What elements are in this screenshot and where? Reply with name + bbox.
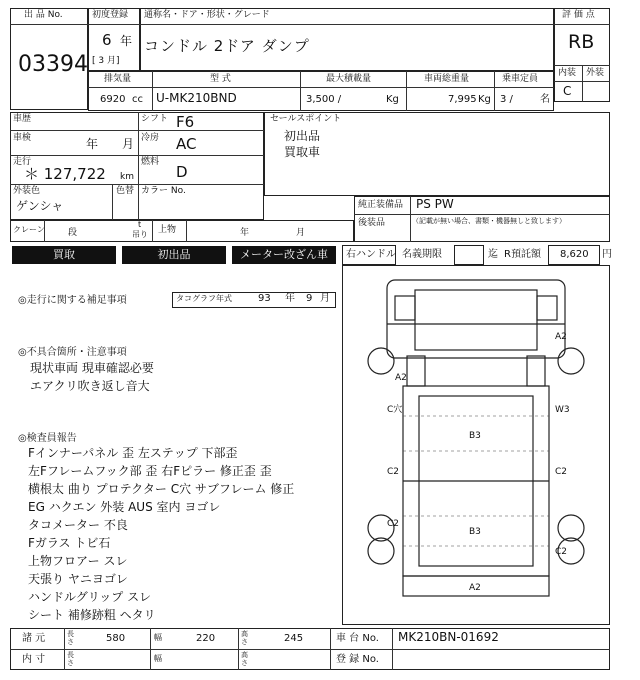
length-label: 長さ (67, 630, 74, 647)
body-label: 上物 (158, 225, 177, 235)
truck-diagram-svg (343, 266, 609, 624)
right-step (527, 356, 545, 386)
reg-no-label: 登 録 No. (336, 654, 379, 665)
mark-a2-front-right: A2 (555, 332, 567, 342)
model-label: 型 式 (210, 74, 231, 84)
divider (186, 220, 187, 242)
divider (554, 81, 610, 82)
gross-value: 7,995 (448, 94, 477, 105)
divider (152, 220, 153, 242)
divider (152, 71, 153, 111)
color-no-label: カラー No. (141, 186, 186, 196)
chassis-label: 車 台 No. (336, 633, 379, 644)
sales-point-2: 買取車 (284, 145, 321, 159)
crane-label: クレーン (13, 225, 45, 234)
recycle-label: R預託額 (504, 249, 541, 260)
color-change-label: 色替 (116, 186, 135, 196)
divider (354, 214, 610, 215)
divider (330, 628, 331, 670)
equipment-value: PS PW (416, 197, 454, 211)
chassis-value: MK210BN-01692 (398, 630, 499, 644)
height-label: 高さ (241, 630, 248, 647)
crane-lift: 吊り (132, 230, 148, 239)
divider (10, 24, 88, 25)
crane-unit: 段 (68, 228, 78, 238)
seats-value: 3 / (500, 94, 513, 105)
length-value: 580 (106, 633, 126, 644)
divider (410, 196, 411, 242)
left-step (407, 356, 425, 386)
mark-a2-rear: A2 (469, 583, 481, 593)
score: RB (568, 31, 595, 53)
mark-c2-left: C2 (387, 467, 400, 477)
report-5: タコメーター 不良 (28, 518, 128, 532)
mark-w3: W3 (555, 405, 570, 415)
reg-year-unit: 年 (120, 34, 133, 48)
meter-tampered-badge: メーター改ざん車 (232, 246, 336, 264)
interior-dims-label: 内 寸 (22, 654, 46, 665)
mark-b3-front: B3 (469, 431, 481, 441)
wheel-front-right (558, 348, 584, 374)
fuel-value: D (176, 163, 188, 181)
cab-outline (387, 280, 565, 358)
tacho-year-unit: 年 (285, 293, 295, 304)
divider (582, 65, 583, 102)
wheel-rear-right (558, 515, 584, 541)
body-month-unit: 月 (296, 228, 306, 238)
displacement-value: 6920 (100, 94, 126, 105)
mark-c-hole: C穴 (387, 405, 403, 415)
sales-point-1: 初出品 (284, 129, 321, 143)
mark-a2-left: A2 (395, 373, 407, 383)
width-label: 幅 (154, 633, 162, 642)
interior-label: 内装 (558, 68, 577, 78)
seats-unit: 名 (540, 94, 550, 105)
tacho-month-unit: 月 (320, 293, 330, 304)
crane-t: t (138, 220, 142, 229)
wheel-front-left (368, 348, 394, 374)
length-label-2: 長さ (67, 651, 74, 668)
divider (150, 628, 151, 670)
report-3: 横根太 曲り プロテクター C穴 サブフレーム 修正 (28, 482, 295, 496)
mark-c2-rear-right: C2 (555, 547, 568, 557)
owner-mark: 迄 (488, 249, 498, 260)
report-9: ハンドルグリップ スレ (28, 590, 152, 604)
mark-b3-rear: B3 (469, 527, 481, 537)
divider (88, 87, 554, 88)
width-value: 220 (196, 633, 216, 644)
mileage-label: 走行 (13, 157, 32, 167)
capacity-label: 最大積載量 (326, 74, 372, 84)
wheel-rear-left-2 (368, 538, 394, 564)
right-hand-label: 右ハンドル (346, 249, 396, 260)
right-mirror (537, 296, 557, 320)
divider (554, 24, 610, 25)
reg-year: 6 (102, 31, 112, 49)
ac-value: AC (176, 135, 197, 153)
divider (112, 184, 113, 220)
divider (64, 628, 65, 670)
lot-number: 03394 (18, 52, 88, 77)
divider (88, 24, 140, 25)
divider (494, 71, 495, 111)
height-label-2: 高さ (241, 651, 248, 668)
reg-label: 初度登録 (92, 10, 129, 20)
inspector-title: ◎検査員報告 (18, 433, 77, 444)
tacho-month: 9 (306, 293, 313, 304)
dims-label: 諸 元 (22, 633, 46, 644)
mark-c2-rear-left: C2 (387, 519, 400, 529)
gross-label: 車両総重量 (424, 74, 470, 84)
shift-label: シフト (141, 114, 169, 124)
mileage-unit: km (120, 172, 134, 182)
shift-value: F6 (176, 113, 195, 131)
divider (406, 71, 407, 111)
travel-title: ◎走行に関する補足事項 (18, 295, 127, 306)
left-mirror (395, 296, 415, 320)
lot-label: 出 品 No. (24, 10, 63, 20)
gross-unit: Kg (478, 94, 491, 105)
divider (300, 71, 301, 111)
report-2: 左Fフレームフック部 歪 右Fピラー 修正歪 歪 (28, 464, 272, 478)
name-label: 通称名・ドア・形状・グレード (144, 10, 270, 20)
divider (10, 649, 610, 650)
model-value: U-MK210BND (156, 91, 237, 105)
sales-label: セールスポイント (270, 114, 342, 124)
color-value: ゲンシャ (16, 199, 64, 213)
report-6: Fガラス トビ石 (28, 536, 111, 550)
divider (10, 155, 264, 156)
reg-month: [ 3 月] (92, 56, 120, 66)
first-listing-badge: 初出品 (122, 246, 226, 264)
inspection-month-unit: 月 (122, 137, 135, 151)
height-value: 245 (284, 633, 304, 644)
defect-2: エアクリ吹き返し音大 (30, 379, 150, 393)
cab-roof (415, 290, 537, 350)
later-label: 後装品 (358, 218, 386, 228)
divider (238, 628, 239, 670)
interior-grade: C (563, 84, 572, 98)
ac-label: 冷房 (141, 133, 160, 143)
report-7: 上物フロアー スレ (28, 554, 128, 568)
report-4: EG ハクエン 外装 AUS 室内 ヨゴレ (28, 500, 221, 514)
tacho-label: タコグラフ年式 (176, 294, 232, 303)
purchase-badge: 買取 (12, 246, 116, 264)
inspection-year-unit: 年 (86, 137, 99, 151)
displacement-unit: cc (132, 94, 143, 105)
inspection-label: 車検 (13, 133, 32, 143)
mileage-value: ＊ 127,722 (24, 165, 106, 183)
divider (140, 24, 554, 25)
divider (392, 628, 393, 670)
body-year-unit: 年 (240, 228, 250, 238)
recycle-unit: 円 (602, 249, 612, 260)
width-label-2: 幅 (154, 654, 162, 663)
defect-title: ◎不具合箇所・注意事項 (18, 347, 127, 358)
capacity-value: 3,500 / (306, 94, 342, 105)
divider (10, 184, 264, 185)
owner-box (454, 245, 484, 265)
divider (138, 112, 139, 220)
report-8: 天張り ヤニヨゴレ (28, 572, 128, 586)
report-1: Fインナーパネル 歪 左ステップ 下部歪 (28, 446, 238, 460)
divider (10, 130, 264, 131)
history-label: 車歴 (13, 114, 32, 124)
later-note: （記載が無い場合、書類・機器無しと致します） (412, 217, 566, 225)
mark-c2-right: C2 (555, 467, 568, 477)
owner-label: 名義期限 (402, 249, 442, 260)
recycle-value: 8,620 (560, 249, 589, 260)
capacity-unit: Kg (386, 94, 399, 105)
fuel-label: 燃料 (141, 157, 160, 167)
truck-diagram (342, 265, 610, 625)
equipment-label: 純正装備品 (358, 200, 404, 210)
report-10: シート 補修跡粗 ヘタリ (28, 608, 156, 622)
exterior-label: 外装 (586, 68, 605, 78)
grade-label: 評 価 点 (562, 10, 595, 20)
seats-label: 乗車定員 (502, 74, 539, 84)
defect-1: 現状車両 現車確認必要 (30, 361, 154, 375)
tacho-year: 93 (258, 293, 271, 304)
displacement-label: 排気量 (104, 74, 132, 84)
car-name: コンドル 2ドア ダンプ (144, 37, 310, 55)
color-label: 外装色 (13, 186, 41, 196)
